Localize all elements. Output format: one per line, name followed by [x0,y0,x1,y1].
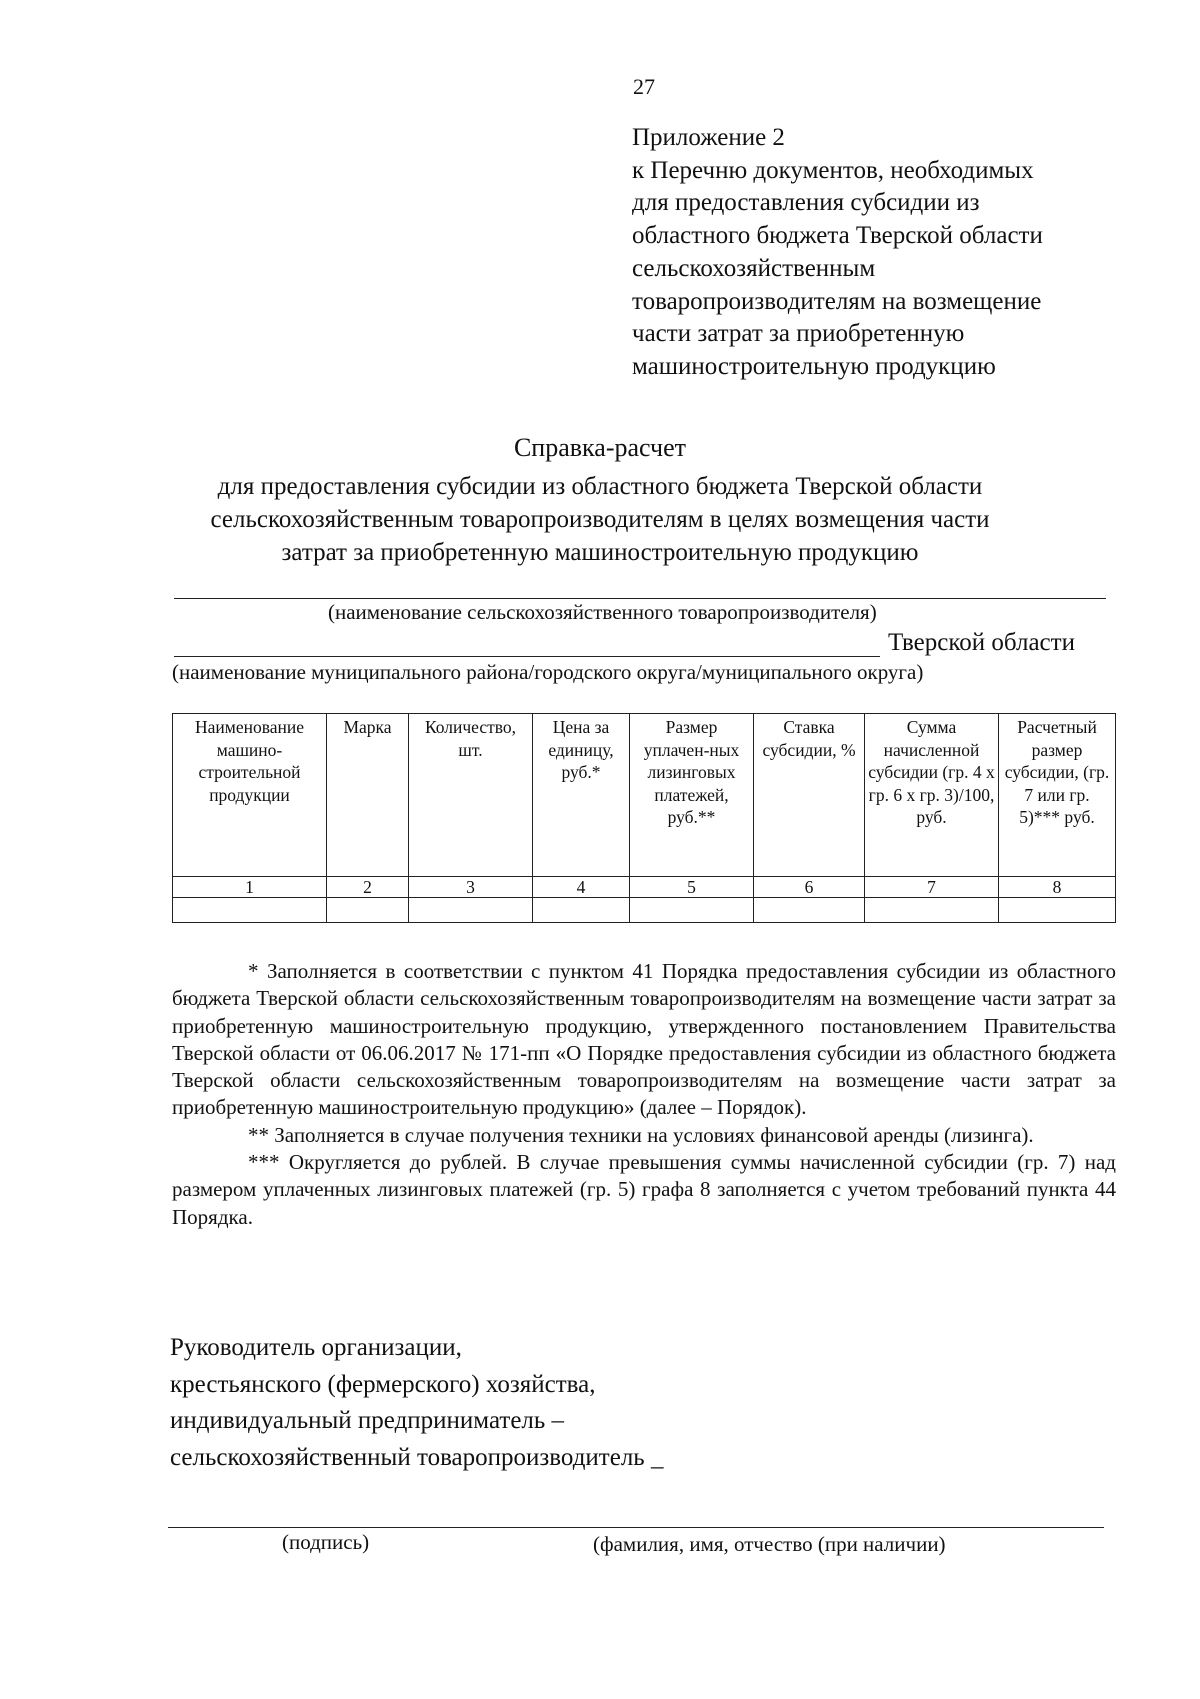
column-number-row [173,877,1116,898]
table-cell[interactable] [630,898,754,923]
table-cell[interactable] [173,898,327,923]
page-number: 27 [633,74,655,99]
appendix-line: для предоставления субсидии из [632,189,980,217]
header-unit-price: Цена за единицу, руб.* [533,714,630,877]
appendix-line: к Перечню документов, необходимых [632,156,1034,184]
subtitle-line: затрат за приобретенную машиностроительную продукцию [281,539,919,566]
table-header-row [173,714,1116,877]
column-number: 7 [865,877,999,898]
column-number: 2 [327,877,409,898]
header-leasing-payments: Размер уплачен-ных лизинговых платежей, руб.** [630,714,754,877]
table-cell[interactable] [999,898,1116,923]
region-suffix: Тверской области [888,629,1075,656]
document-title: Справка-расчет [513,433,687,462]
table-row[interactable] [173,898,1116,923]
column-number: 6 [754,877,865,898]
subtitle-line: для предоставления субсидии из областного бюджета Тверской области [217,473,983,500]
signature-caption: (подпись) [282,1530,370,1554]
appendix-line: части затрат за приобретенную [632,320,965,348]
signature-line-text: индивидуальный предприниматель – [170,1407,565,1434]
signature-line-text: крестьянского (фермерского) хозяйства, [170,1370,596,1398]
table-cell[interactable] [865,898,999,923]
header-quantity: Количество, шт. [409,714,533,877]
footnotes [172,958,1116,1231]
appendix-line: областного бюджета Тверской области [632,222,1043,250]
producer-caption: (наименование сельскохозяйственного товаропроизводителя) [328,600,877,624]
header-subsidy-rate: Ставка субсидии, % [754,714,865,877]
column-number: 3 [409,877,533,898]
footnote-leasing: ** Заполняется в случае получения техники на условиях финансовой аренды (лизинга). [248,1122,1034,1147]
appendix-line: товаропроизводителям на возмещение [632,287,1042,315]
municipality-name-line[interactable] [174,656,880,657]
name-caption: (фамилия, имя, отчество (при наличии) [593,1532,946,1556]
subtitle-line: сельскохозяйственным товаропроизводителям в целях возмещения части [210,506,990,533]
signature-block [170,1330,663,1476]
signature-line-text: сельскохозяйственный товаропроизводитель _ [170,1443,664,1471]
column-number: 5 [630,877,754,898]
table-cell[interactable] [409,898,533,923]
signature-fill-line[interactable] [168,1527,1104,1528]
appendix-line: сельскохозяйственным [632,254,876,282]
header-accrued-subsidy: Сумма начисленной субсидии (гр. 4 х гр. 6 х гр. 3)/100, руб. [865,714,999,877]
document-subtitle [150,470,1050,569]
appendix-block [632,122,1112,384]
signature-line-text: Руководитель организации, [170,1334,462,1361]
header-product-name: Наименование машино-строительной продукции [173,714,327,877]
table-cell[interactable] [754,898,865,923]
appendix-line: Приложение 2 [632,124,785,151]
header-brand: Марка [327,714,409,877]
table-cell[interactable] [327,898,409,923]
footnote-price: * Заполняется в соответствии с пунктом 41 Порядка предоставления субсидии из областного бюджета Тверской области сельскохозяйственным товаропроизводителям на возмещение части затрат за приобретенную машиностроительную продукцию, утвержденного постановлением Правительства Тверской области от 06.06.2017 № 171-пп «О Порядке предоставления субсидии из областного бюджета Тверской области сельскохозяйственным товаропроизводителям на возмещение части затрат за приобретенную машиностроительную продукцию» (далее – Порядок). [172,959,1116,1120]
calculation-table [172,713,1116,923]
producer-name-line[interactable] [174,598,1106,599]
column-number: 1 [173,877,327,898]
appendix-line: машиностроительную продукцию [632,352,996,380]
column-number: 8 [999,877,1116,898]
municipality-caption: (наименование муниципального района/городского округа/муниципального округа) [172,660,924,684]
footnote-rounding: *** Округляется до рублей. В случае превышения суммы начисленной субсидии (гр. 7) над размером уплаченных лизинговых платежей (гр. 5) графа 8 заполняется с учетом требований пункта 44 Порядка. [172,1150,1116,1229]
header-calculated-subsidy: Расчетный размер субсидии, (гр. 7 или гр. 5)*** руб. [999,714,1116,877]
column-number: 4 [533,877,630,898]
table-cell[interactable] [533,898,630,923]
